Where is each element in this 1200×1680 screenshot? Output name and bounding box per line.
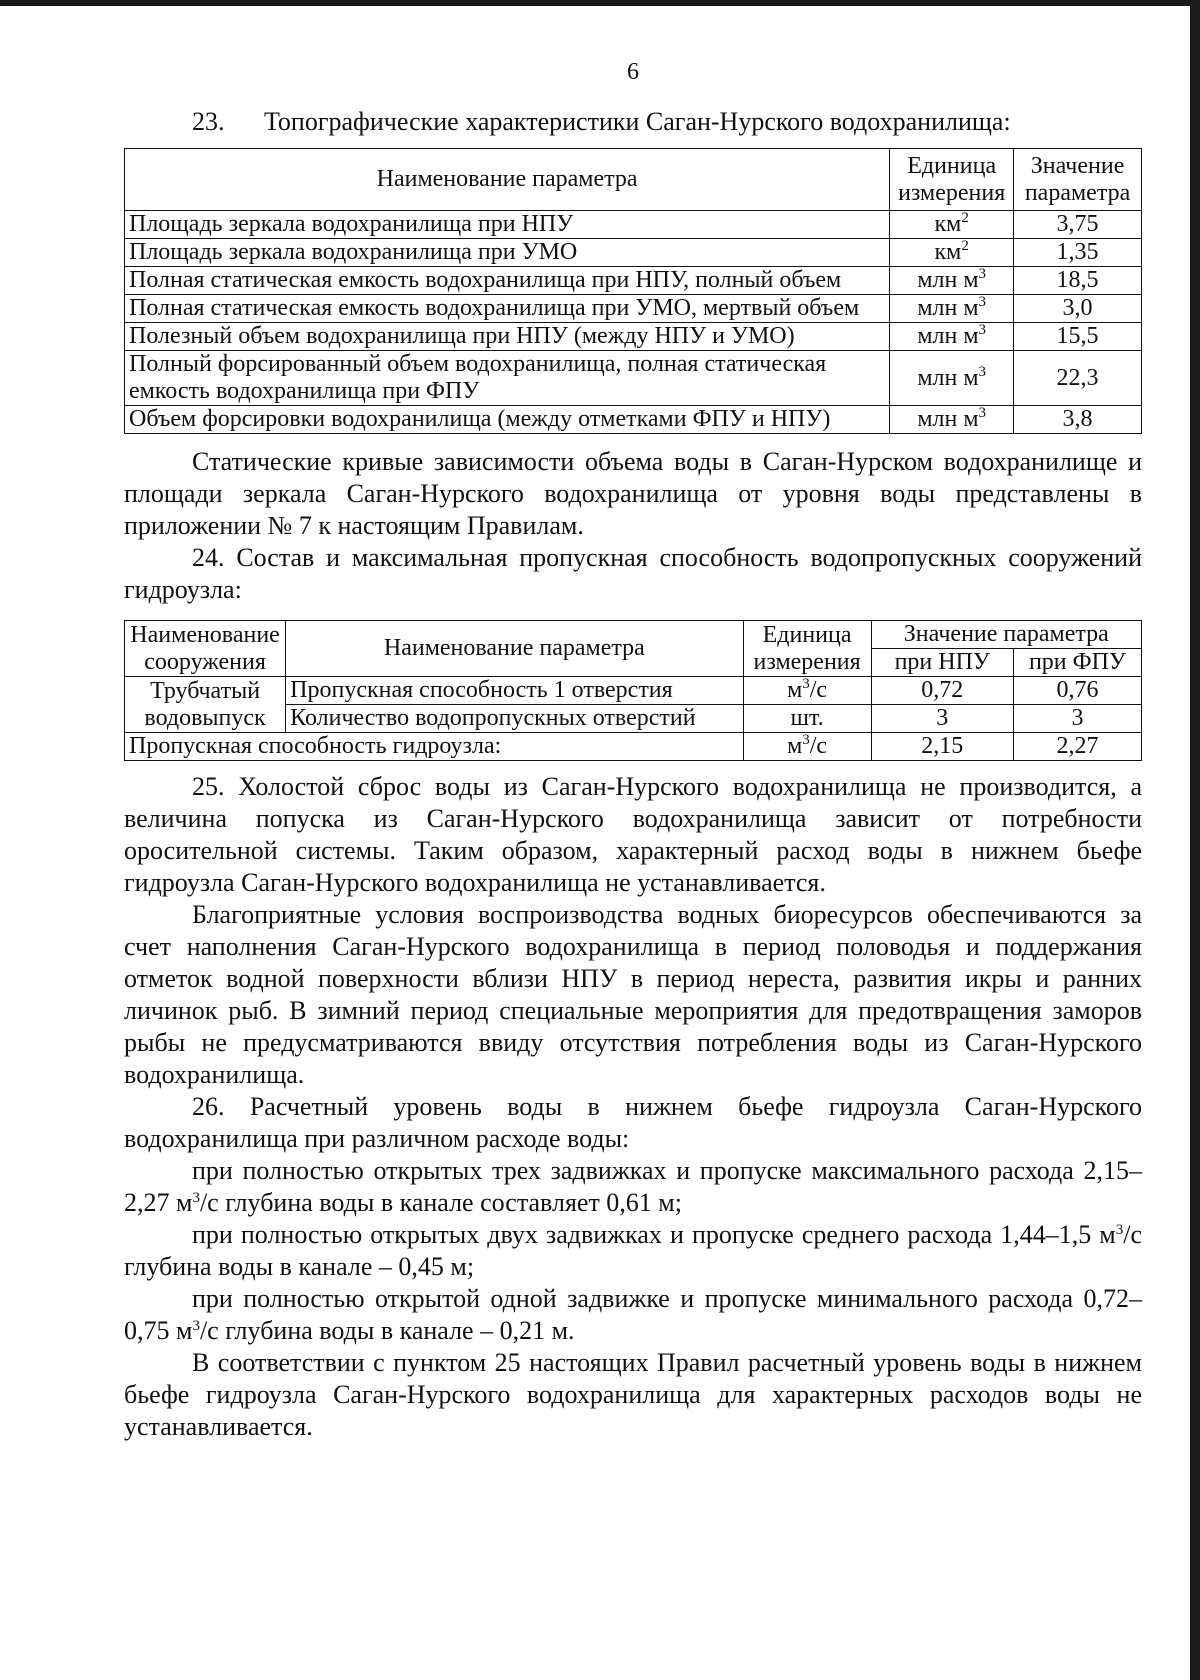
parameter-name-cell: Полная статическая емкость водохранилища при НПУ, полный объем	[125, 267, 890, 295]
discharge-case-paragraph	[124, 1219, 1142, 1283]
parameter-name-cell: Объем форсировки водохранилища (между отметками ФПУ и НПУ)	[125, 406, 890, 434]
header-at-npu: при НПУ	[871, 649, 1013, 677]
parameter-name-cell: Количество водопропускных отверстий	[286, 705, 743, 733]
value-cell: 3,75	[1014, 211, 1142, 239]
case-text-tail: /с глубина воды в канале составляет 0,61 м;	[199, 1188, 682, 1217]
unit-cell	[890, 211, 1014, 239]
section-25-paragraph: 25. Холостой сброс воды из Саган-Нурского водохранилища не производится, а величина попуска из Саган-Нурского водохранилища зависит от потребности оросительной системы. Таким образом, характерный расход воды в нижнем бьефе гидроузла Саган-Нурского водохранилища не устанавливается.	[124, 772, 1142, 897]
unit-cell	[890, 323, 1014, 351]
unit-base: км	[934, 239, 962, 265]
topographic-characteristics-table	[124, 148, 1142, 434]
discharge-case-paragraph	[124, 1283, 1142, 1347]
unit-base: м	[787, 677, 803, 703]
unit-superscript: 3	[802, 732, 810, 748]
total-row	[125, 733, 1142, 761]
table-row	[125, 406, 1142, 434]
unit-base: млн м	[917, 295, 979, 321]
scan-border-top	[0, 0, 1200, 6]
section-title: Топографические характеристики Саган-Нурского водохранилища:	[264, 107, 1011, 136]
table-row	[125, 267, 1142, 295]
table-row	[125, 351, 1142, 406]
paragraph-bioresources: Благоприятные условия воспроизводства водных биоресурсов обеспечиваются за счет наполнения Саган-Нурского водохранилища в период половодья и поддержания отметок водной поверхности вблизи НПУ в период нереста, развития икры и ранних личинок рыб. В зимний период специальные мероприятия для предотвращения заморов рыбы не предусматриваются ввиду отсутствия потребления воды из Саган-Нурского водохранилища.	[124, 900, 1142, 1089]
paragraph-closing: В соответствии с пунктом 25 настоящих Правил расчетный уровень воды в нижнем бьефе гидроузла Саган-Нурского водохранилища для характерных расходов воды не устанавливается.	[124, 1348, 1142, 1441]
unit-cell	[890, 406, 1014, 434]
section-number: 23.	[192, 107, 225, 136]
scan-border-right	[1190, 0, 1200, 1680]
page-number: 6	[627, 59, 639, 85]
unit-superscript: 3	[978, 363, 987, 380]
parameter-name-cell: Полная статическая емкость водохранилища при УМО, мертвый объем	[125, 295, 890, 323]
unit-base: млн м	[917, 323, 979, 349]
unit-superscript: 3	[802, 676, 810, 692]
header-value-group: Значение параметра	[871, 621, 1141, 649]
table-header-row	[125, 621, 1142, 649]
unit-superscript: 3	[978, 405, 987, 421]
value-cell: 3,8	[1014, 406, 1142, 434]
parameter-name-cell: Полезный объем водохранилища при НПУ (между НПУ и УМО)	[125, 323, 890, 351]
header-unit: Единица измерения	[743, 621, 871, 677]
header-parameter-name: Наименование параметра	[286, 621, 743, 677]
discharge-case-paragraph	[124, 1155, 1142, 1219]
unit-cell	[743, 705, 871, 733]
section-26-items	[124, 1155, 1142, 1347]
table-row	[125, 295, 1142, 323]
case-text: при полностью открытой одной задвижке и пропуске минимального расхода 0,72–0,75 м	[124, 1284, 1142, 1345]
unit-cell	[743, 677, 871, 705]
unit-cell	[890, 351, 1014, 406]
section-24-heading: 24. Состав и максимальная пропускная способность водопропускных сооружений гидроузла:	[124, 543, 1142, 604]
parameter-name-cell: Площадь зеркала водохранилища при НПУ	[125, 211, 890, 239]
parameter-name-cell: Полный форсированный объем водохранилища, полная статическая емкость водохранилища при ФПУ	[125, 351, 890, 406]
unit-cell	[890, 295, 1014, 323]
document-page	[124, 56, 1142, 1443]
discharge-structures-table	[124, 620, 1142, 761]
structure-name-cell: Трубчатый водовыпуск	[125, 677, 286, 733]
value-npu-cell: 0,72	[871, 677, 1013, 705]
table-row	[125, 323, 1142, 351]
value-npu-cell: 2,15	[871, 733, 1013, 761]
total-label-cell: Пропускная способность гидроузла:	[125, 733, 744, 761]
unit-tail: /с	[809, 677, 828, 703]
unit-base: м	[787, 733, 803, 759]
unit-superscript: 3	[1115, 1222, 1124, 1238]
value-npu-cell: 3	[871, 705, 1013, 733]
value-cell: 3,0	[1014, 295, 1142, 323]
unit-base: млн м	[917, 267, 979, 293]
header-structure-name: Наименование сооружения	[125, 621, 286, 677]
header-value: Значение параметра	[1014, 149, 1142, 211]
unit-superscript: 3	[978, 294, 987, 310]
case-text: при полностью открытых двух задвижках и пропуске среднего расхода 1,44–1,5 м	[192, 1220, 1116, 1249]
case-text: при полностью открытых трех задвижках и пропуске максимального расхода 2,15–2,27 м	[124, 1156, 1142, 1217]
value-fpu-cell: 3	[1013, 705, 1141, 733]
value-fpu-cell: 0,76	[1013, 677, 1141, 705]
header-at-fpu: при ФПУ	[1013, 649, 1141, 677]
case-text-tail: /с глубина воды в канале – 0,45 м;	[124, 1220, 1142, 1281]
header-parameter-name: Наименование параметра	[125, 149, 890, 211]
unit-cell	[890, 239, 1014, 267]
parameter-name-cell: Площадь зеркала водохранилища при УМО	[125, 239, 890, 267]
paragraph-static-curves: Статические кривые зависимости объема воды в Саган-Нурском водохранилище и площади зеркала Саган-Нурского водохранилища от уровня воды представлены в приложении № 7 к настоящим Правилам.	[124, 447, 1142, 540]
value-fpu-cell: 2,27	[1013, 733, 1141, 761]
parameter-name-cell: Пропускная способность 1 отверстия	[286, 677, 743, 705]
section-23-heading	[124, 106, 1142, 138]
table-header-row	[125, 149, 1142, 211]
unit-superscript: 2	[961, 238, 969, 254]
unit-base: шт.	[790, 705, 824, 731]
table-row	[125, 677, 1142, 705]
unit-base: млн м	[917, 406, 979, 432]
unit-cell	[743, 733, 871, 761]
unit-superscript: 3	[978, 266, 987, 282]
unit-tail: /с	[809, 733, 828, 759]
table-row	[125, 239, 1142, 267]
case-text-tail: /с глубина воды в канале – 0,21 м.	[199, 1316, 575, 1345]
table-row	[125, 211, 1142, 239]
unit-superscript: 3	[192, 1190, 200, 1206]
value-cell: 22,3	[1014, 351, 1142, 406]
unit-base: млн м	[917, 364, 979, 391]
unit-superscript: 2	[961, 210, 969, 226]
unit-cell	[890, 267, 1014, 295]
value-cell: 15,5	[1014, 323, 1142, 351]
unit-base: км	[934, 211, 962, 237]
value-cell: 18,5	[1014, 267, 1142, 295]
header-unit: Единица измерения	[890, 149, 1014, 211]
section-26-intro: 26. Расчетный уровень воды в нижнем бьефе гидроузла Саган-Нурского водохранилища при различном расходе воды:	[124, 1092, 1142, 1153]
value-cell: 1,35	[1014, 239, 1142, 267]
unit-superscript: 3	[978, 322, 987, 338]
unit-superscript: 3	[192, 1318, 200, 1334]
